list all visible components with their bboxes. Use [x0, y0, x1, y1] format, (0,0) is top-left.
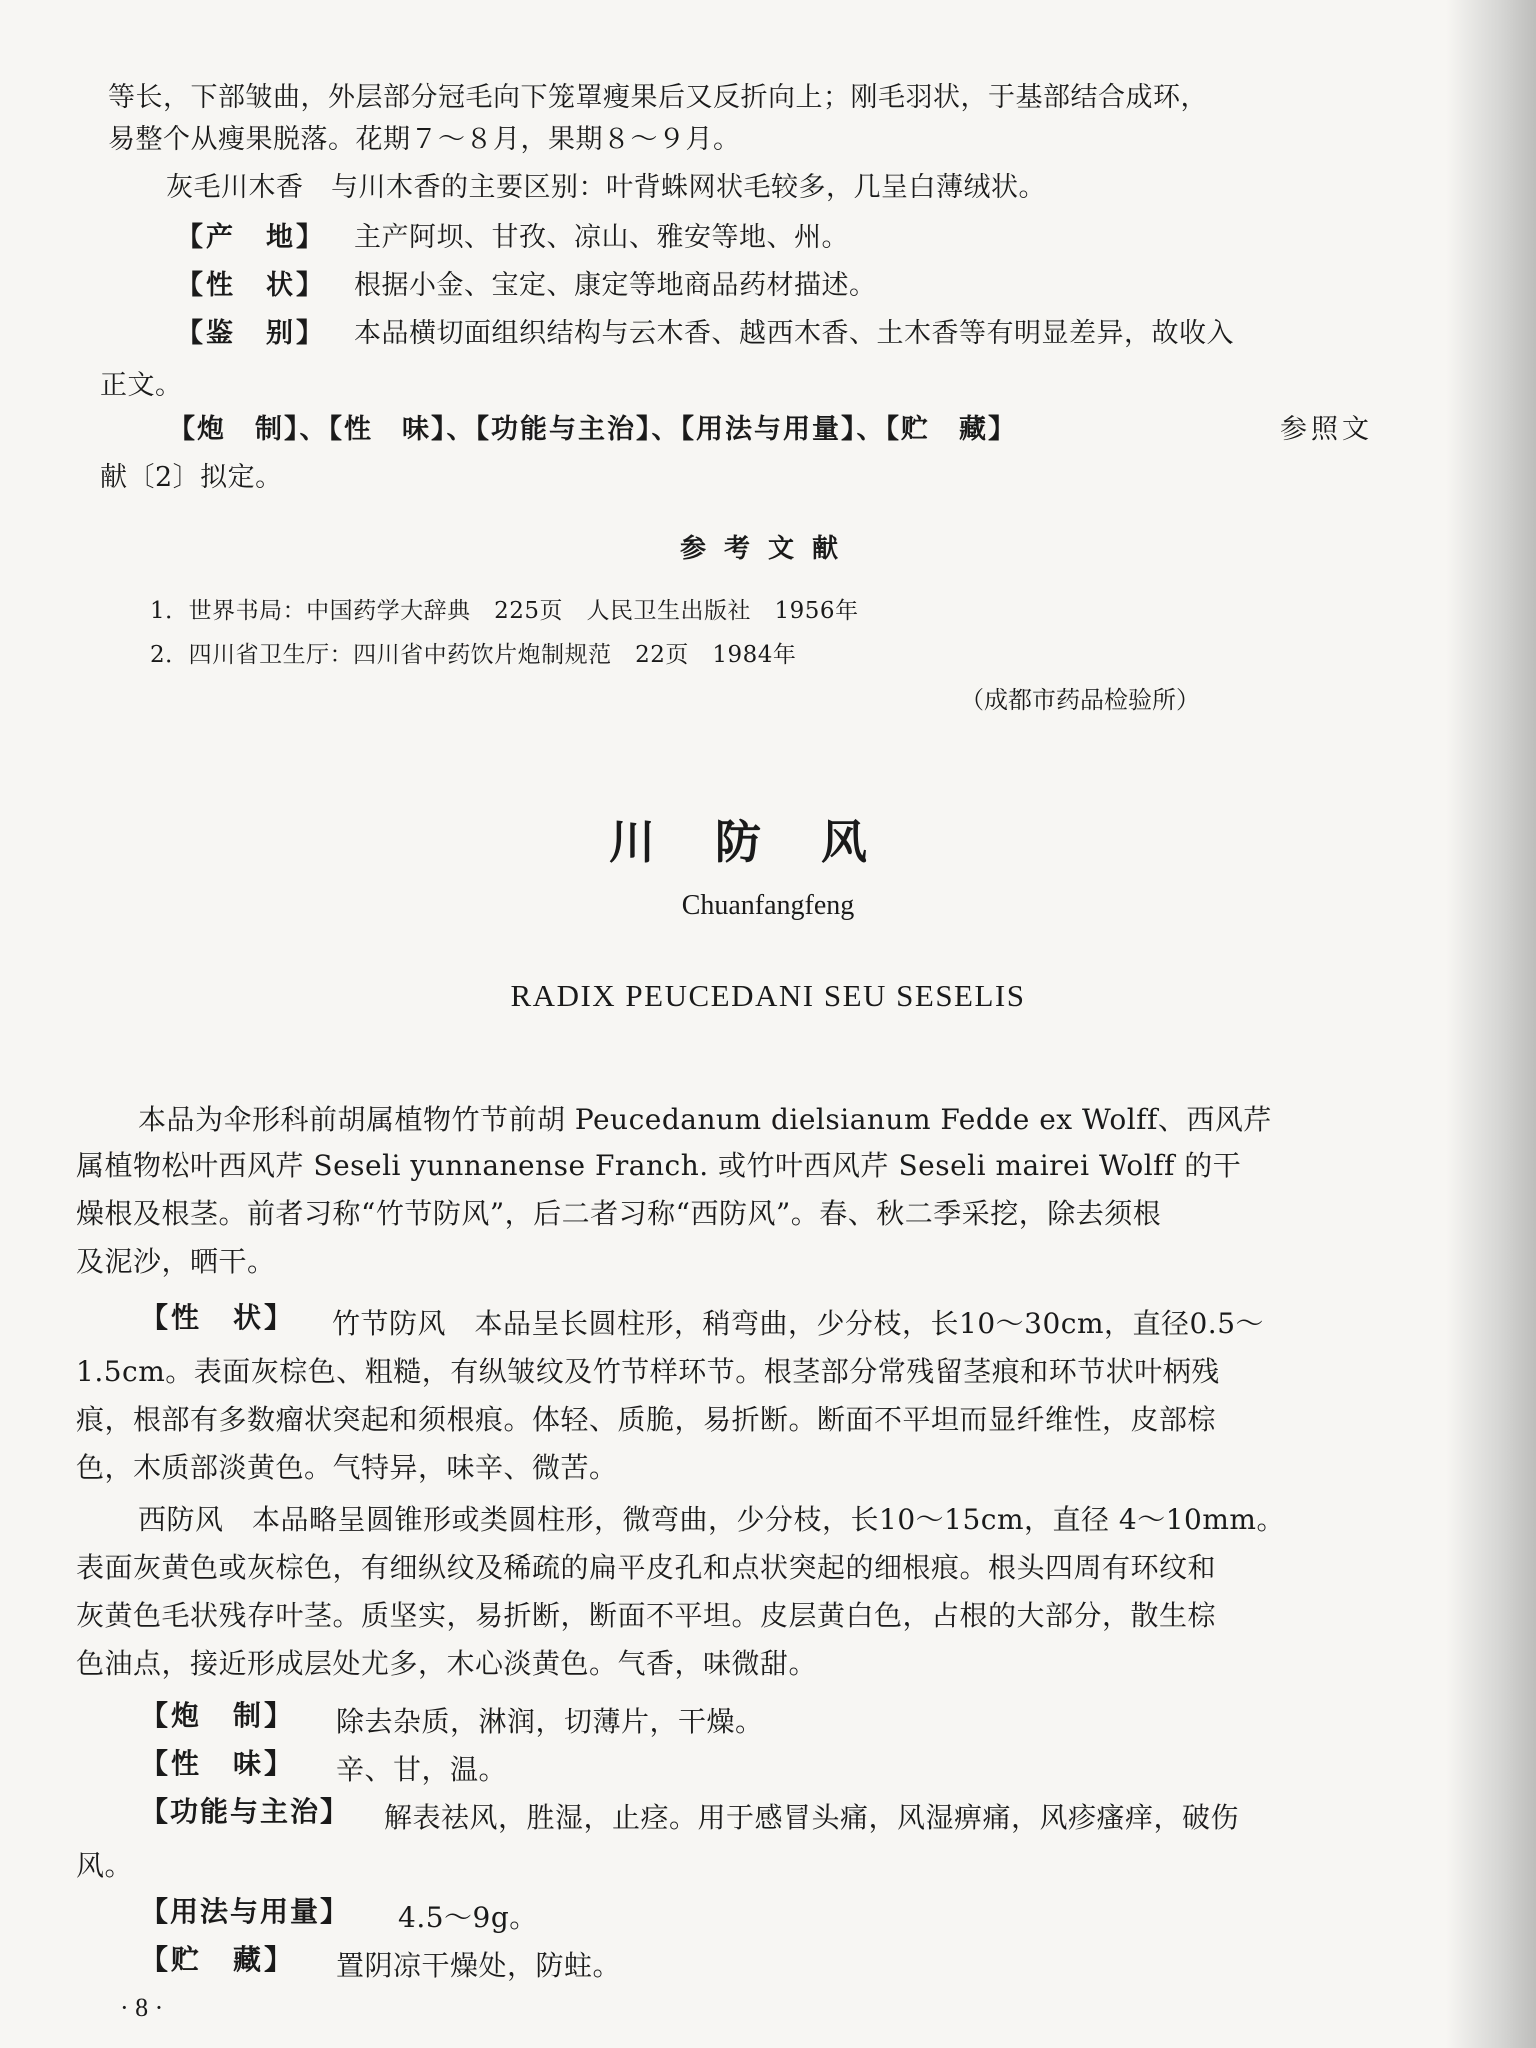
section-heading: 【产 地】 — [176, 222, 326, 253]
text-line: 风。 — [76, 1849, 134, 1882]
section-text: 竹节防风 本品呈长圆柱形，稍弯曲，少分枝，长10～30cm，直径0.5～ — [332, 1307, 1265, 1340]
section-text: 参照文 — [1280, 414, 1373, 445]
text-line: 灰毛川木香 与川木香的主要区别：叶背蛛网状毛较多，几呈白薄绒状。 — [166, 172, 1046, 203]
entry-latin-name: RADIX PEUCEDANI SEU SESELIS — [510, 978, 1026, 1013]
section-text: 本品横切面组织结构与云木香、越西木香、土木香等有明显差异，故收入 — [354, 318, 1234, 349]
text-line: 正文。 — [100, 370, 183, 401]
text-line: 灰黄色毛状残存叶茎。质坚实，易折断，断面不平坦。皮层黄白色，占根的大部分，散生棕 — [76, 1599, 1217, 1632]
text-line: 献〔2〕拟定。 — [100, 462, 283, 493]
section-heading: 【贮 藏】 — [140, 1943, 296, 1976]
section-text: 4.5～9g。 — [398, 1901, 538, 1934]
text-line: 西防风 本品略呈圆锥形或类圆柱形，微弯曲，少分枝，长10～15cm，直径 4～10mm。 — [138, 1503, 1285, 1536]
text-line: 表面灰黄色或灰棕色，有细纵纹及稀疏的扁平皮孔和点状突起的细根痕。根头四周有环纹和 — [76, 1551, 1217, 1584]
reference-item: 1．世界书局：中国药学大辞典 225页 人民卫生出版社 1956年 — [150, 598, 859, 624]
text-line: 等长，下部皱曲，外层部分冠毛向下笼罩瘦果后又反折向上；刚毛羽状，于基部结合成环， — [108, 82, 1208, 113]
section-text: 除去杂质，淋润，切薄片，干燥。 — [336, 1705, 764, 1738]
text-line: 易整个从瘦果脱落。花期７～８月，果期８～９月。 — [108, 124, 741, 155]
reference-item: 2．四川省卫生厅：四川省中药饮片炮制规范 22页 1984年 — [150, 642, 797, 668]
text-line: 1.5cm。表面灰棕色、粗糙，有纵皱纹及竹节样环节。根茎部分常残留茎痕和环节状叶柄残 — [76, 1355, 1220, 1388]
section-text: 置阴凉干燥处，防蛀。 — [336, 1949, 622, 1982]
references-title: 参考文献 — [679, 534, 856, 564]
section-text: 解表祛风，胜湿，止痉。用于感冒头痛，风湿痹痛，风疹瘙痒，破伤 — [384, 1801, 1240, 1834]
section-heading: 【用法与用量】 — [140, 1895, 351, 1928]
section-heading: 【性 状】 — [140, 1301, 296, 1334]
text-line: 燥根及根茎。前者习称“竹节防风”，后二者习称“西防风”。春、秋二季采挖，除去须根 — [76, 1197, 1162, 1230]
text-line: 痕，根部有多数瘤状突起和须根痕。体轻、质脆，易折断。断面不平坦而显纤维性，皮部棕 — [76, 1403, 1217, 1436]
entry-title: 川防风 — [609, 815, 927, 869]
source-attribution: （成都市药品检验所） — [960, 686, 1200, 714]
section-text: 主产阿坝、甘孜、凉山、雅安等地、州。 — [354, 222, 849, 253]
text-line: 色油点，接近形成层处尤多，木心淡黄色。气香，味微甜。 — [76, 1647, 818, 1680]
section-heading: 【炮 制】 — [140, 1699, 296, 1732]
entry-pinyin: Chuanfangfeng — [681, 890, 855, 921]
section-text: 辛、甘，温。 — [336, 1753, 508, 1786]
text-line: 本品为伞形科前胡属植物竹节前胡 Peucedanum dielsianum Fedde ex Wolff、西风芹 — [138, 1103, 1272, 1136]
section-text: 根据小金、宝定、康定等地商品药材描述。 — [354, 270, 877, 301]
page-number: · 8 · — [120, 1993, 164, 2022]
text-line: 色，木质部淡黄色。气特异，味辛、微苦。 — [76, 1451, 618, 1484]
text-line: 属植物松叶西风芹 Seseli yunnanense Franch. 或竹叶西风芹 Seseli mairei Wolff 的干 — [76, 1149, 1242, 1182]
section-heading: 【性 味】 — [140, 1747, 296, 1780]
text-line: 及泥沙，晒干。 — [76, 1245, 276, 1278]
section-heading: 【功能与主治】 — [140, 1795, 351, 1828]
section-heading: 【炮 制】、【性 味】、【功能与主治】、【用法与用量】、【贮 藏】 — [168, 414, 1017, 445]
section-heading: 【鉴 别】 — [176, 318, 326, 349]
section-heading: 【性 状】 — [176, 270, 326, 301]
